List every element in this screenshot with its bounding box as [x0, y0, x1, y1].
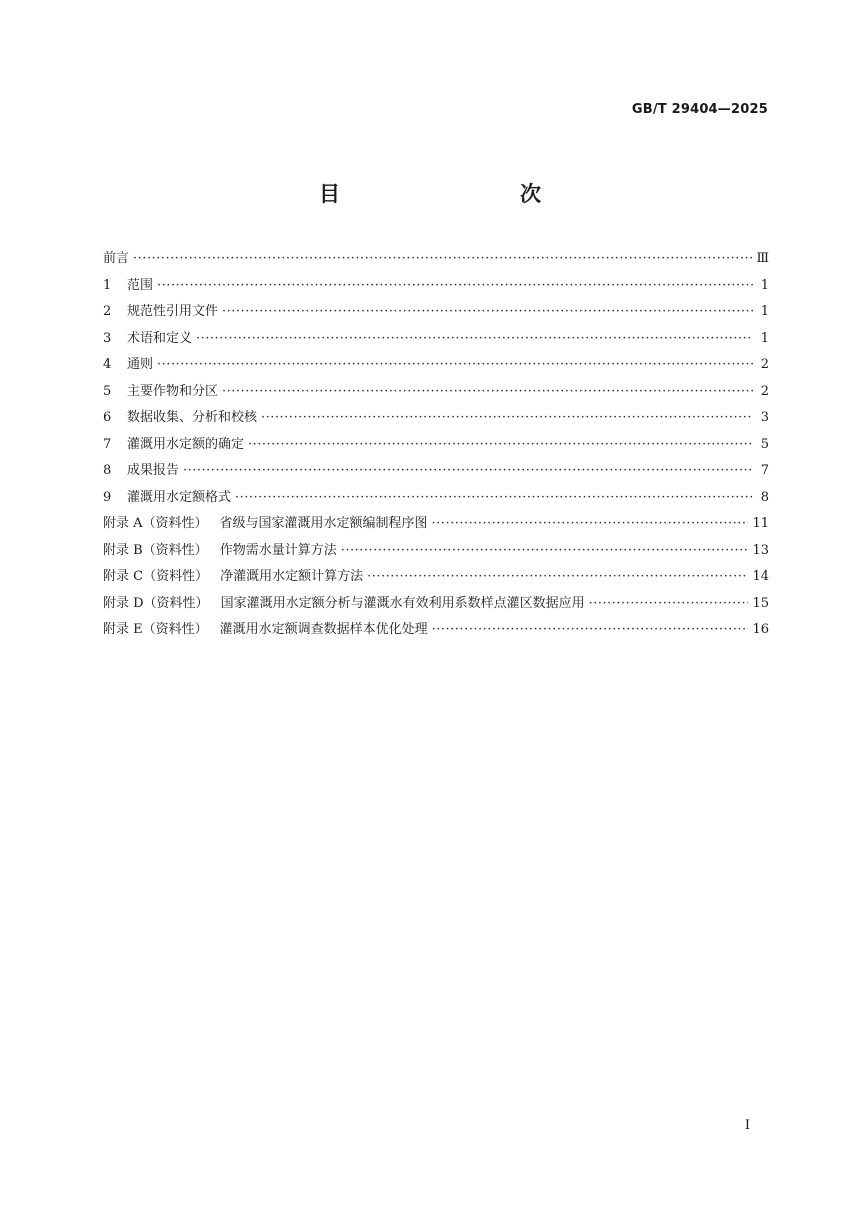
- toc-appendix-prefix: 附录 A（资料性）: [103, 516, 208, 531]
- toc-entry-page: Ⅲ: [756, 251, 769, 266]
- toc-entry-label: 数据收集、分析和校核: [127, 410, 258, 425]
- toc-entry-foreword[interactable]: [103, 247, 769, 274]
- toc-entry-1[interactable]: [103, 274, 769, 301]
- toc-entry-7[interactable]: [103, 433, 769, 460]
- toc-entry-3[interactable]: [103, 327, 769, 354]
- standard-code: GB/T 29404—2025: [631, 102, 768, 117]
- toc-entry-number: 5: [103, 383, 112, 399]
- toc-appendix-a[interactable]: [103, 512, 769, 539]
- toc-entry-6[interactable]: [103, 406, 769, 433]
- toc-dot-leader: [157, 278, 753, 293]
- toc-dot-leader: [589, 596, 749, 611]
- toc-dot-leader: [196, 331, 753, 346]
- toc-appendix-prefix: 附录 E（资料性）: [103, 622, 208, 637]
- toc-entry-label: 前言: [103, 251, 130, 266]
- toc-entry-number: 7: [103, 436, 112, 452]
- toc-appendix-page: 14: [752, 569, 769, 584]
- toc-appendix-label: 国家灌溉用水定额分析与灌溉水有效利用系数样点灌区数据应用: [220, 595, 585, 611]
- toc-dot-leader: [133, 251, 752, 266]
- toc-entry-number: 8: [103, 463, 112, 478]
- toc-entry-label: 范围: [127, 277, 154, 293]
- toc-dot-leader: [341, 543, 749, 558]
- toc-entry-page: 8: [760, 489, 769, 505]
- toc-entry-9[interactable]: [103, 486, 769, 513]
- toc-entry-number: 4: [103, 357, 112, 372]
- toc-appendix-page: 15: [752, 595, 769, 611]
- toc-entry-number: 9: [103, 489, 112, 505]
- toc-entry-label: 成果报告: [127, 463, 180, 478]
- toc-entry-2[interactable]: [103, 300, 769, 327]
- toc-entry-4[interactable]: [103, 353, 769, 380]
- toc-appendix-page: 11: [752, 516, 769, 531]
- toc-entry-label: 灌溉用水定额格式: [127, 489, 232, 505]
- page-number: I: [744, 1118, 750, 1133]
- toc-dot-leader: [432, 516, 749, 531]
- toc-appendix-label: 作物需水量计算方法: [219, 542, 337, 558]
- toc-appendix-label: 省级与国家灌溉用水定额编制程序图: [219, 516, 428, 531]
- toc-entry-label: 主要作物和分区: [127, 383, 219, 399]
- toc-entry-page: 3: [760, 410, 769, 425]
- toc-appendix-prefix: 附录 B（资料性）: [103, 542, 208, 558]
- toc-dot-leader: [248, 437, 753, 452]
- toc-dot-leader: [367, 569, 748, 584]
- toc-entry-page: 5: [760, 436, 769, 452]
- toc-entry-number: 2: [103, 304, 112, 319]
- toc-appendix-c[interactable]: [103, 565, 769, 592]
- toc-entry-page: 1: [760, 330, 769, 346]
- toc-appendix-d[interactable]: [103, 592, 769, 619]
- toc-dot-leader: [432, 622, 749, 637]
- toc-entry-5[interactable]: [103, 380, 769, 407]
- toc-entry-number: 6: [103, 410, 112, 425]
- toc-dot-leader: [235, 490, 753, 505]
- toc-appendix-label: 净灌溉用水定额计算方法: [220, 569, 364, 584]
- page-title: 目 次: [319, 182, 587, 206]
- toc-entry-page: 2: [760, 383, 769, 399]
- toc-entry-page: 2: [760, 357, 769, 372]
- toc-entry-label: 规范性引用文件: [127, 304, 219, 319]
- toc-entry-label: 灌溉用水定额的确定: [127, 436, 245, 452]
- toc-dot-leader: [157, 357, 753, 372]
- toc-appendix-b[interactable]: [103, 539, 769, 566]
- toc-entry-8[interactable]: [103, 459, 769, 486]
- toc-entry-label: 通则: [127, 357, 154, 372]
- toc-entry-page: 1: [760, 304, 769, 319]
- toc-dot-leader: [222, 384, 753, 399]
- toc-entry-number: 3: [103, 330, 112, 346]
- toc-appendix-page: 16: [752, 622, 769, 637]
- toc-entry-number: 1: [103, 277, 112, 293]
- toc-appendix-prefix: 附录 D（资料性）: [103, 595, 209, 611]
- toc-appendix-label: 灌溉用水定额调查数据样本优化处理: [219, 622, 428, 637]
- toc-entry-page: 1: [760, 277, 769, 293]
- toc-appendix-prefix: 附录 C（资料性）: [103, 569, 209, 584]
- toc-entry-label: 术语和定义: [127, 330, 193, 346]
- toc-appendix-e[interactable]: [103, 618, 769, 645]
- toc-dot-leader: [183, 463, 753, 478]
- table-of-contents: [103, 247, 769, 645]
- toc-appendix-page: 13: [752, 542, 769, 558]
- toc-dot-leader: [222, 304, 753, 319]
- toc-entry-page: 7: [760, 463, 769, 478]
- toc-dot-leader: [261, 410, 753, 425]
